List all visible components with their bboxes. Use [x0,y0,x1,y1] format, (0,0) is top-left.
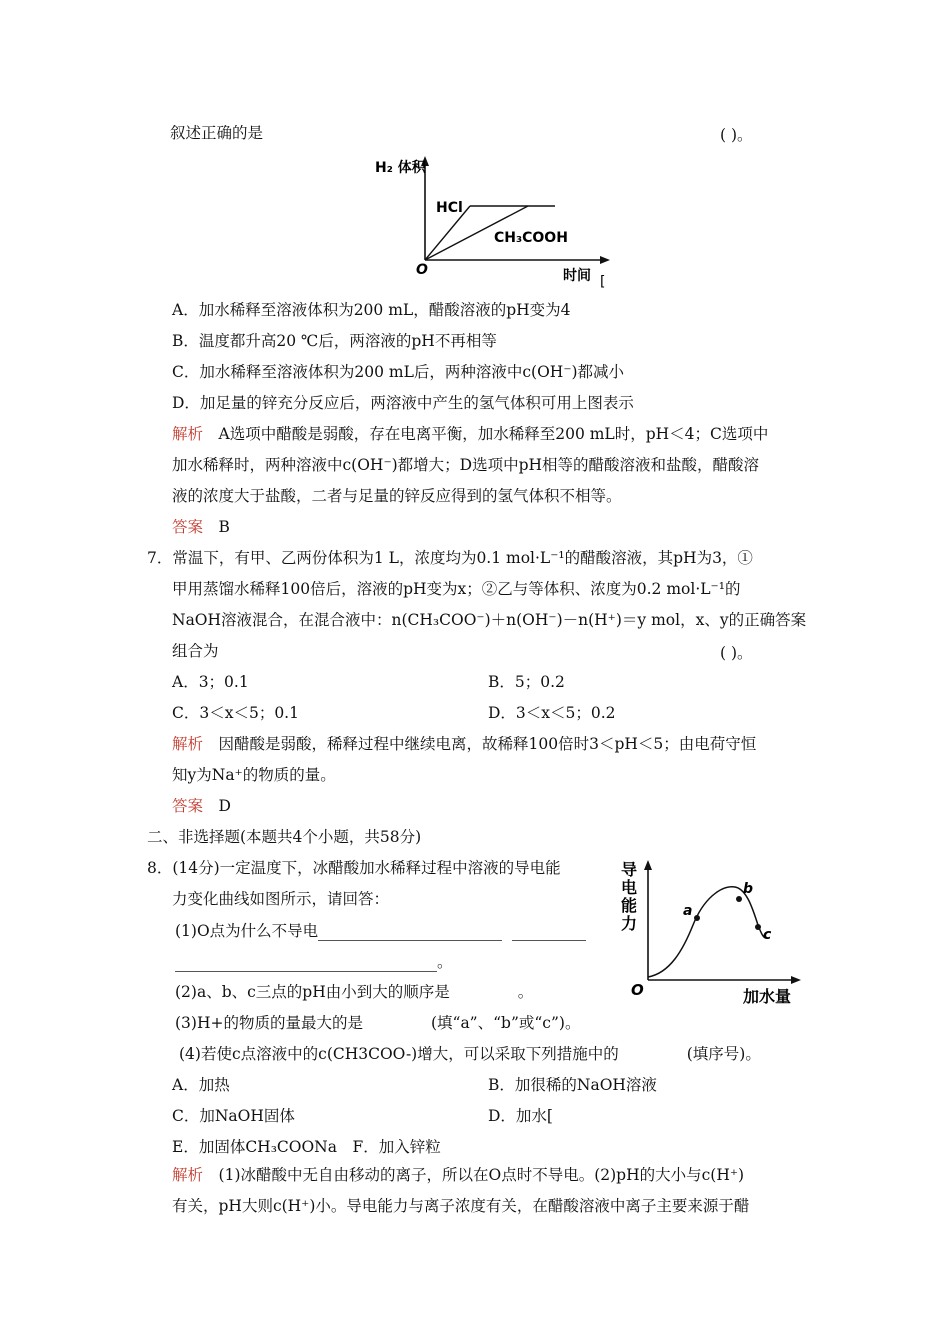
q8-sub2-text: (2)a、b、c三点的pH由小到大的顺序是 [175,983,450,1001]
q8-sub1-end: 。 [437,953,453,971]
point-b-label: b [743,881,754,897]
graph1-y-label: H₂ 体积 [375,160,426,176]
q7-answer-label: 答案 [172,797,204,815]
q8-option-c: C．加NaOH固体 [172,1107,295,1125]
q6-analysis-line3: 液的浓度大于盐酸，二者与足量的锌反应得到的氢气体积不相等。 [172,487,622,505]
graph2-y-label-3: 能 [621,896,638,915]
q8-sub4 [179,1044,761,1064]
q7-analysis-line1 [172,734,756,754]
point-a-label: a [683,903,693,919]
h2-volume-graph [360,150,620,290]
graph1-origin: O [416,262,428,278]
q6-answer-paren: ( )。 [720,126,753,144]
q8-option-ef: E．加固体CH₃COONa F．加入锌粒 [172,1138,441,1156]
q8-sub3-end: (填“a”、“b”或“c”)。 [430,1014,581,1032]
q7-answer-paren: ( )。 [720,644,753,662]
q6-stem-tail: 叙述正确的是 [170,124,264,142]
q7-stem-line2: 甲用蒸馏水稀释100倍后，溶液的pH变为x；②乙与等体积、浓度为0.2 mol·L⁻¹的 [172,580,741,598]
q7-option-a: A．3；0.1 [172,673,249,691]
q7-stem-line4: 组合为 [172,642,219,660]
q6-analysis-label: 解析 [172,425,204,443]
q7-analysis-text-1: 因醋酸是弱酸，稀释过程中继续电离，故稀释100倍时3＜pH＜5；由电荷守恒 [218,735,757,753]
q8-sub1 [175,920,586,941]
q8-sub1-blank-3[interactable] [175,951,437,972]
q7-analysis-label: 解析 [172,735,204,753]
q6-option-d: D．加足量的锌充分反应后，两溶液中产生的氢气体积可用上图表示 [172,394,634,412]
q8-sub1-blank-2[interactable] [512,920,586,941]
q6-analysis-line2: 加水稀释时，两种溶液中c(OH⁻)都增大；D选项中pH相等的醋酸溶液和盐酸，醋酸溶 [172,456,760,474]
q8-option-d: D．加水[ [488,1107,553,1125]
q8-sub2-end: 。 [517,983,534,1001]
q6-option-a: A．加水稀释至溶液体积为200 mL，醋酸溶液的pH变为4 [172,301,571,319]
q8-sub3-text: (3)H+的物质的量最大的是 [175,1014,363,1032]
q6-answer-line [172,517,230,537]
q6-answer-value: B [218,518,230,536]
q8-analysis-label: 解析 [172,1166,204,1184]
q8-option-b: B．加很稀的NaOH溶液 [488,1076,657,1094]
graph1-label-hcl: HCl [436,200,463,216]
point-a-marker [694,915,700,921]
q7-stem-line3: NaOH溶液混合，在混合液中：n(CH₃COO⁻)＋n(OH⁻)－n(H⁺)＝y mol，x、y的正确答案 [172,611,807,629]
q8-analysis-line1 [172,1165,744,1185]
point-c-marker [755,924,761,930]
q8-stem-line2: 力变化曲线如图所示，请回答： [172,890,390,908]
q8-sub1-blank-1[interactable] [318,920,502,941]
q6-analysis-line1 [172,424,768,444]
q8-sub2 [175,982,533,1002]
q6-option-c: C．加水稀释至溶液体积为200 mL后，两种溶液中c(OH⁻)都减小 [172,363,625,381]
graph2-y-label-1: 导 [621,860,638,879]
q8-sub4-text: (4)若使c点溶液中的c(CH3COO-)增大，可以采取下列措施中的 [179,1045,619,1063]
q7-analysis-line2: 知y为Na⁺的物质的量。 [172,766,336,784]
q8-analysis-line2: 有关，pH大则c(H⁺)小。导电能力与离子浓度有关，在醋酸溶液中离子主要来源于醋 [172,1197,750,1215]
q8-sub3 [175,1013,580,1033]
graph1-x-label: 时间 [563,268,591,284]
graph2-y-label-4: 力 [621,914,638,933]
q7-option-d: D．3＜x＜5；0.2 [488,704,616,722]
point-b-marker [736,896,742,902]
graph2-origin: O [631,981,644,999]
q6-answer-label: 答案 [172,518,204,536]
graph2-y-label-2: 电 [621,878,638,897]
q8-option-a: A．加热 [172,1076,230,1094]
q7-option-b: B．5；0.2 [488,673,565,691]
q8-sub4-end: (填序号)。 [686,1045,761,1063]
q7-option-c: C．3＜x＜5；0.1 [172,704,299,722]
q6-analysis-text-1: A选项中醋酸是弱酸，存在电离平衡，加水稀释至200 mL时，pH＜4；C选项中 [218,425,769,443]
q8-sub1-text: (1)O点为什么不导电 [175,922,319,940]
q8-sub1-cont [175,951,453,972]
graph1-label-ch3cooh: CH₃COOH [494,230,568,246]
q8-analysis-text-1: (1)冰醋酸中无自由移动的离子，所以在O点时不导电。(2)pH的大小与c(H⁺) [218,1166,745,1184]
q7-answer-value: D [218,797,231,815]
graph1-stray-mark: [ [600,274,606,290]
graph2-x-label: 加水量 [743,987,792,1006]
section-2-heading: 二、非选择题(本题共4个小题，共58分) [147,828,422,846]
point-c-label: c [763,927,772,943]
q8-stem-line1: 8．(14分)一定温度下，冰醋酸加水稀释过程中溶液的导电能 [147,859,561,877]
q7-answer-line [172,796,231,816]
conductivity-graph [615,855,810,1010]
q7-stem-line1: 7．常温下，有甲、乙两份体积为1 L，浓度均为0.1 mol·L⁻¹的醋酸溶液，其pH为3，① [147,549,753,567]
q6-option-b: B．温度都升高20 ℃后，两溶液的pH不再相等 [172,332,497,350]
